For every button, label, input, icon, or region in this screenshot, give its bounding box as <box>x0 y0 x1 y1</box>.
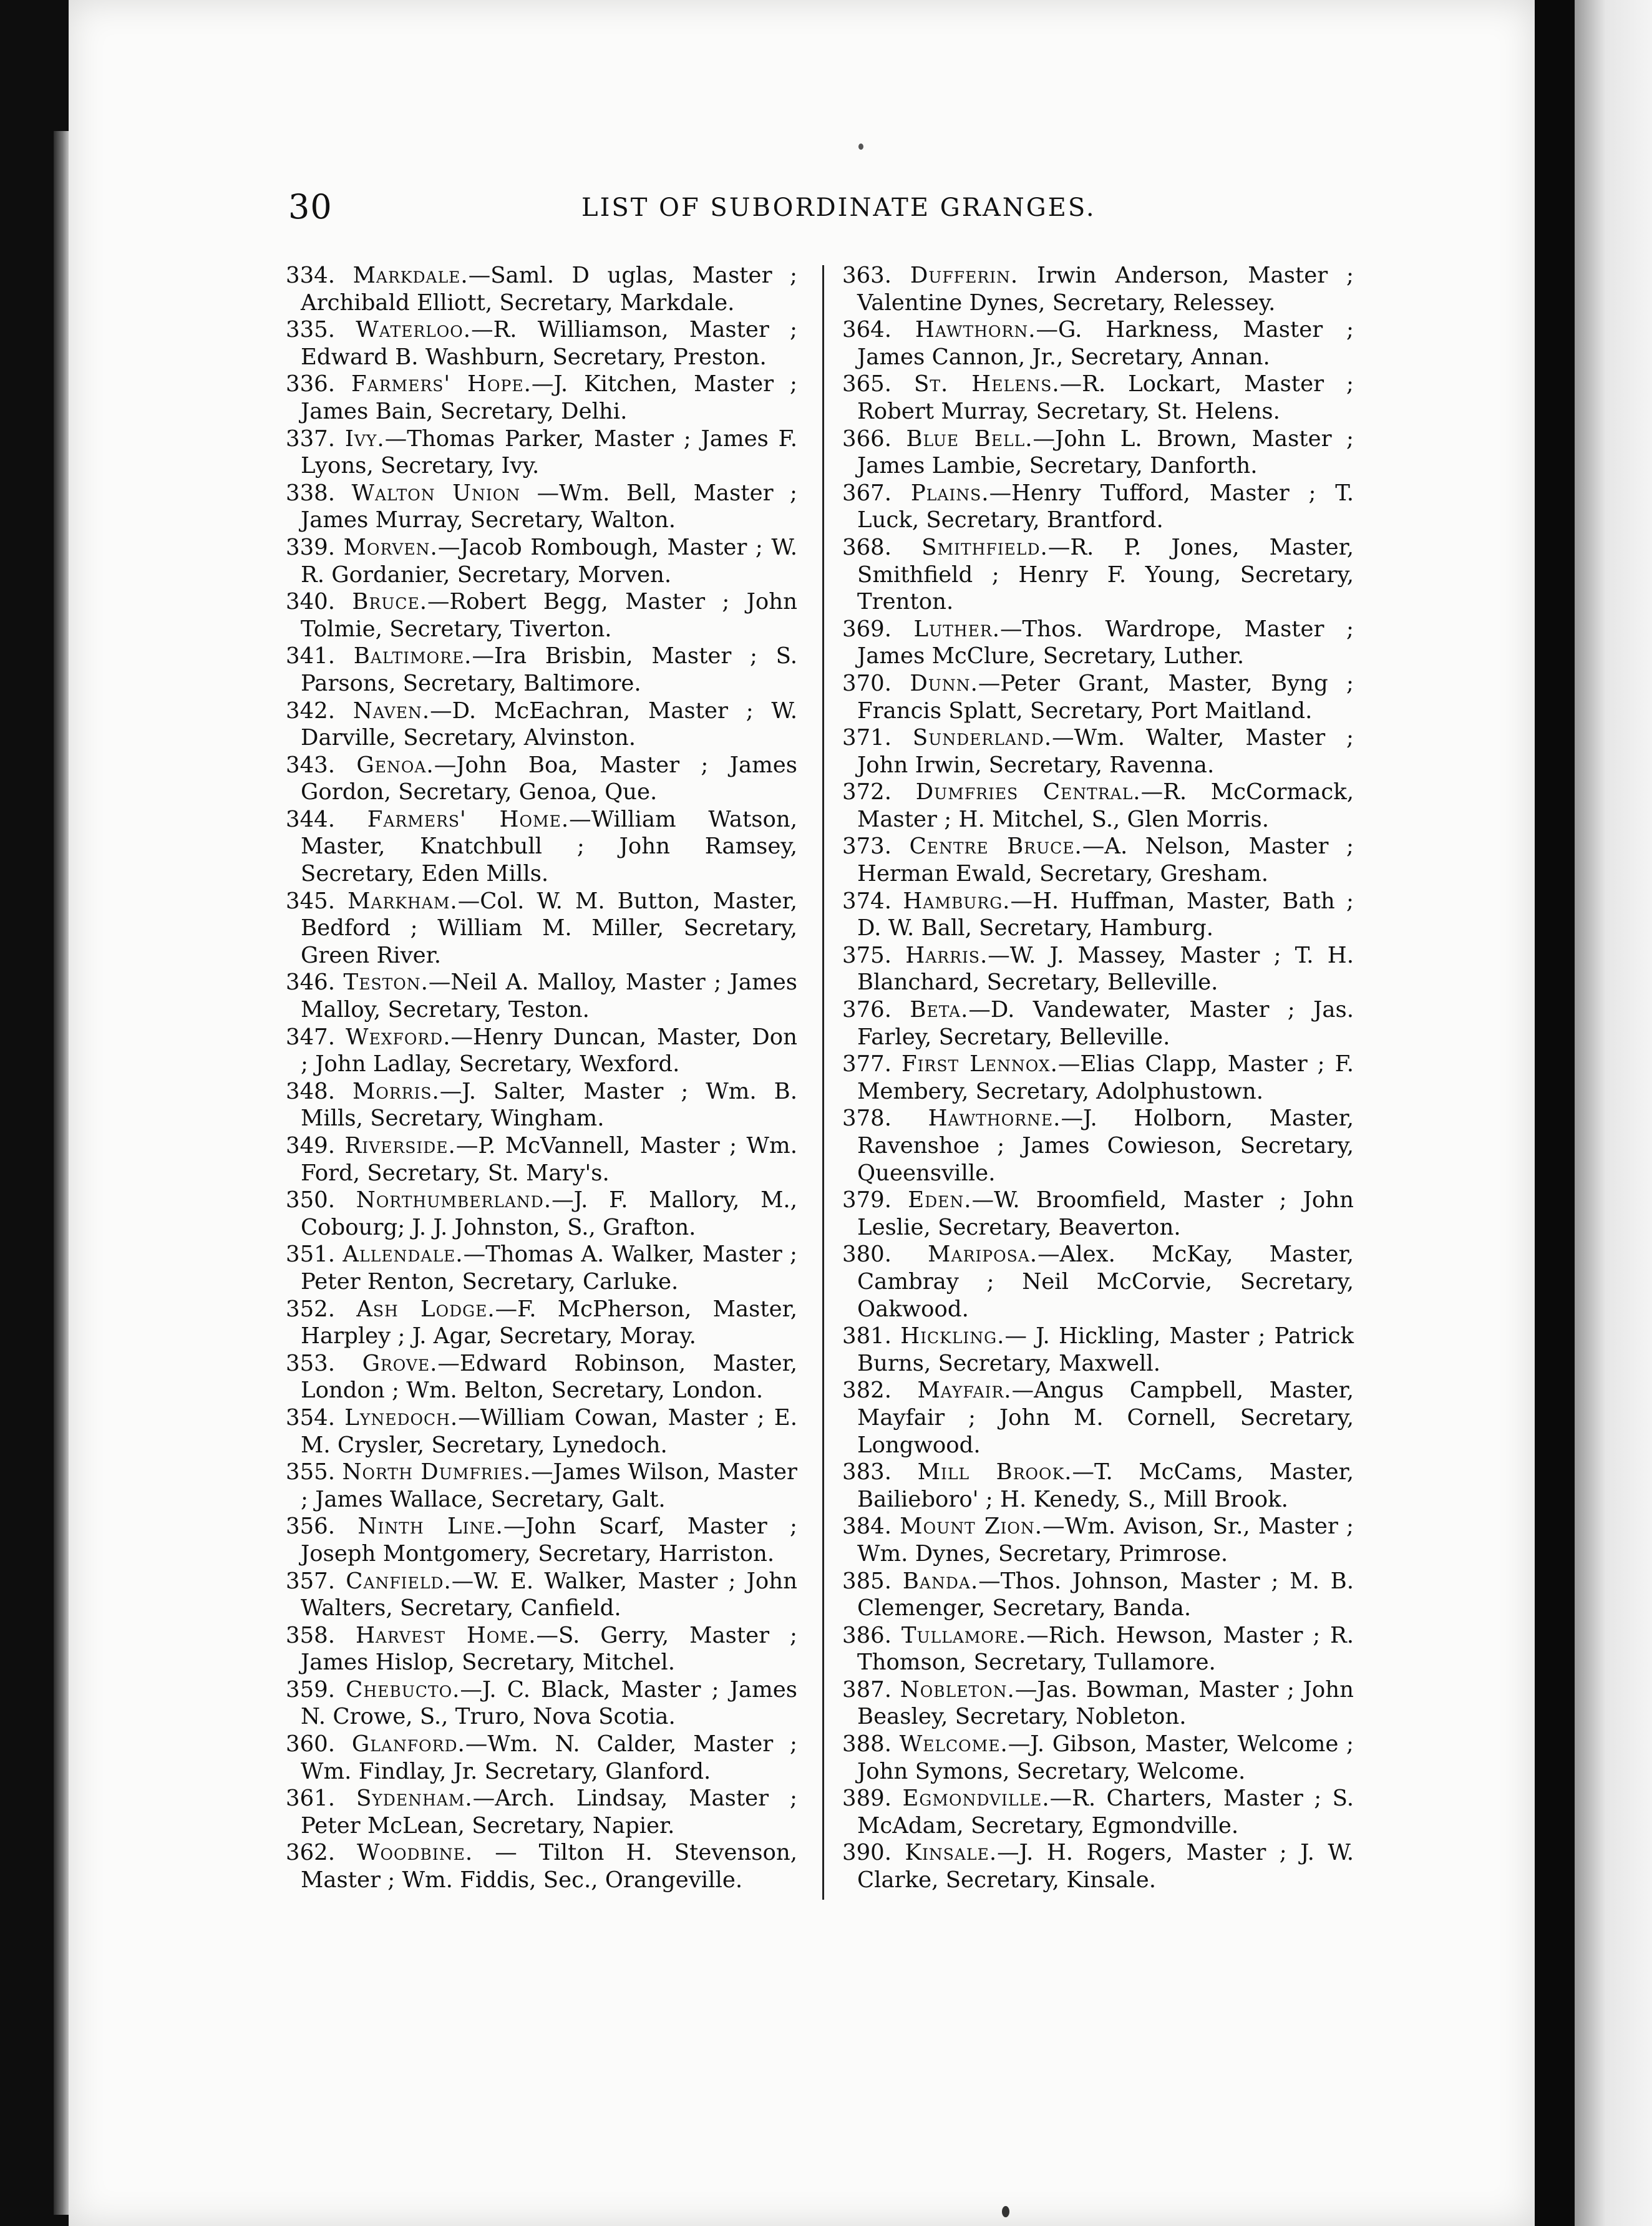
grange-number: 368. <box>842 534 892 560</box>
grange-name: Northumberland. <box>356 1187 552 1213</box>
grange-entry <box>286 534 797 588</box>
grange-officers: —J. Salter, Master ; Wm. B. Mills, Secretary, Wingham. <box>301 1078 797 1132</box>
grange-officers: —R. McCormack, Master ; H. Mitchel, S., Glen Morris. <box>857 779 1354 832</box>
grange-entry <box>286 262 797 316</box>
grange-entry <box>286 643 797 697</box>
grange-officers: —H. Huffman, Master, Bath ; D. W. Ball, Secretary, Hamburg. <box>857 888 1354 941</box>
grange-name: Egmondville. <box>902 1786 1050 1812</box>
grange-number: 341. <box>286 643 336 669</box>
grange-name: Genoa. <box>356 752 434 778</box>
grange-number: 338. <box>286 480 336 506</box>
grange-officers: —John Scarf, Master ; Joseph Montgomery, Secretary, Harriston. <box>301 1514 797 1567</box>
grange-name: St. Helens. <box>914 371 1060 397</box>
grange-entry <box>286 425 797 480</box>
grange-name: Sydenham. <box>356 1786 473 1812</box>
grange-number: 363. <box>842 263 892 288</box>
grange-officers: —Angus Campbell, Master, Mayfair ; John M. Cornell, Secretary, Longwood. <box>857 1378 1354 1458</box>
grange-name: Baltimore. <box>353 643 472 669</box>
grange-number: 382. <box>842 1378 892 1404</box>
grange-name: Hawthorn. <box>915 317 1036 343</box>
grange-entry <box>842 996 1354 1051</box>
grange-entry <box>842 1785 1354 1839</box>
grange-number: 353. <box>286 1350 336 1376</box>
grange-number: 380. <box>842 1242 892 1268</box>
grange-name: Welcome. <box>899 1731 1008 1757</box>
grange-number: 388. <box>842 1731 892 1757</box>
grange-name: Ninth Line. <box>357 1514 503 1540</box>
grange-entry <box>842 262 1354 316</box>
grange-number: 352. <box>286 1296 336 1322</box>
grange-officers: —Saml. D uglas, Master ; Archibald Elliott, Secretary, Markdale. <box>301 263 797 316</box>
grange-officers: —J. H. Rogers, Master ; J. W. Clarke, Secretary, Kinsale. <box>857 1840 1354 1893</box>
grange-number: 386. <box>842 1622 892 1648</box>
grange-entry <box>286 588 797 643</box>
grange-entry <box>842 1051 1354 1105</box>
grange-officers: —Peter Grant, Master, Byng ; Francis Splatt, Secretary, Port Maitland. <box>857 670 1354 724</box>
grange-name: Chebucto. <box>346 1676 460 1703</box>
grange-number: 379. <box>842 1187 892 1213</box>
grange-number: 376. <box>842 997 892 1023</box>
grange-entry <box>842 480 1354 534</box>
grange-entry <box>842 1105 1354 1187</box>
entries-column-right <box>842 262 1354 1894</box>
grange-officers: —W. J. Massey, Master ; T. H. Blanchard, Secretary, Belleville. <box>857 942 1354 996</box>
grange-officers: —W. Broomfield, Master ; John Leslie, Secretary, Beaverton. <box>857 1187 1354 1240</box>
grange-name: Harris. <box>905 942 988 968</box>
grange-number: 357. <box>286 1568 336 1594</box>
grange-name: Farmers' Hope. <box>351 371 532 397</box>
grange-name: Naven. <box>352 697 430 724</box>
grange-officers: —R. Williamson, Master ; Edward B. Washburn, Secretary, Preston. <box>301 317 797 370</box>
grange-name: Markham. <box>347 888 458 914</box>
grange-entry <box>842 942 1354 996</box>
grange-number: 350. <box>286 1187 336 1213</box>
grange-entry <box>286 1241 797 1295</box>
grange-name: Nobleton. <box>900 1676 1015 1703</box>
grange-number: 372. <box>842 779 892 805</box>
grange-name: Farmers' Home. <box>367 806 570 832</box>
grange-officers: —Arch. Lindsay, Master ; Peter McLean, Secretary, Napier. <box>301 1786 797 1839</box>
grange-name: Riverside. <box>344 1133 456 1159</box>
grange-number: 373. <box>842 834 892 860</box>
grange-officers: Irwin Anderson, Master ; Valentine Dynes, Secretary, Relessey. <box>857 263 1354 316</box>
grange-entry <box>842 1676 1354 1731</box>
page-edge-left <box>54 131 70 2215</box>
grange-entry <box>286 752 797 806</box>
grange-entry <box>842 534 1354 616</box>
grange-name: Wexford. <box>345 1024 451 1050</box>
grange-officers: —Wm. Bell, Master ; James Murray, Secretary, Walton. <box>301 480 797 533</box>
grange-number: 364. <box>842 317 892 343</box>
grange-officers: —R. Charters, Master ; S. McAdam, Secretary, Egmondville. <box>857 1786 1354 1839</box>
grange-officers: —John Boa, Master ; James Gordon, Secretary, Genoa, Que. <box>301 752 797 805</box>
grange-officers: —William Watson, Master, Knatchbull ; John Ramsey, Secretary, Eden Mills. <box>301 806 797 887</box>
grange-number: 361. <box>286 1786 336 1812</box>
grange-number: 351. <box>286 1242 336 1268</box>
grange-number: 336. <box>286 371 336 397</box>
grange-officers: —Ira Brisbin, Master ; S. Parsons, Secretary, Baltimore. <box>301 643 797 696</box>
grange-entry <box>842 1513 1354 1567</box>
grange-officers: —William Cowan, Master ; E. M. Crysler, Secretary, Lynedoch. <box>301 1404 797 1458</box>
grange-number: 334. <box>286 263 336 288</box>
grange-entry <box>842 371 1354 425</box>
grange-entry <box>286 316 797 371</box>
grange-name: Mayfair. <box>917 1378 1012 1404</box>
grange-name: Mariposa. <box>928 1242 1038 1268</box>
grange-entry <box>286 1676 797 1731</box>
grange-entry <box>286 1622 797 1676</box>
grange-name: Walton Union <box>351 480 521 506</box>
grange-officers: —G. Harkness, Master ; James Cannon, Jr., Secretary, Annan. <box>857 317 1354 370</box>
grange-officers: —S. Gerry, Master ; James Hislop, Secretary, Mitchel. <box>301 1622 797 1676</box>
grange-officers: —Wm. N. Calder, Master ; Wm. Findlay, Jr. Secretary, Glanford. <box>301 1731 797 1784</box>
grange-name: Beta. <box>910 997 969 1023</box>
grange-number: 387. <box>842 1676 892 1703</box>
grange-name: Hawthorne. <box>928 1106 1061 1132</box>
grange-name: Centre Bruce. <box>909 834 1082 860</box>
grange-number: 355. <box>286 1459 336 1485</box>
grange-entry <box>286 480 797 534</box>
page-number: 30 <box>288 187 333 226</box>
grange-entry <box>286 888 797 970</box>
grange-entry <box>842 1241 1354 1323</box>
grange-entry <box>842 670 1354 724</box>
grange-name: Kinsale. <box>905 1840 998 1866</box>
page-header <box>288 187 1096 237</box>
grange-officers: —J. C. Black, Master ; James N. Crowe, S., Truro, Nova Scotia. <box>301 1676 797 1730</box>
grange-number: 360. <box>286 1731 336 1757</box>
grange-name: Bruce. <box>352 589 428 615</box>
grange-entry <box>286 1839 797 1893</box>
grange-name: Allendale. <box>343 1242 464 1268</box>
grange-name: Woodbine. <box>357 1840 474 1866</box>
grange-officers: —Wm. Avison, Sr., Master ; Wm. Dynes, Secretary, Primrose. <box>857 1514 1354 1567</box>
grange-entry <box>286 1187 797 1241</box>
grange-entry <box>842 1187 1354 1241</box>
grange-officers: —J. Kitchen, Master ; James Bain, Secretary, Delhi. <box>301 371 797 424</box>
grange-entry <box>842 724 1354 779</box>
grange-number: 356. <box>286 1514 336 1540</box>
grange-name: Glanford. <box>351 1731 465 1757</box>
grange-officers: —Henry Tufford, Master ; T. Luck, Secretary, Brantford. <box>857 480 1354 533</box>
grange-name: Dumfries Central. <box>915 779 1141 805</box>
grange-number: 335. <box>286 317 336 343</box>
grange-entry <box>286 1078 797 1132</box>
grange-entry <box>842 1459 1354 1513</box>
grange-officers: —Thos. Wardrope, Master ; James McClure, Secretary, Luther. <box>857 616 1354 669</box>
grange-name: Banda. <box>902 1568 979 1594</box>
grange-officers: —Col. W. M. Button, Master, Bedford ; William M. Miller, Secretary, Green River. <box>301 888 797 968</box>
grange-officers: —Thos. Johnson, Master ; M. B. Clemenger, Secretary, Banda. <box>857 1568 1354 1621</box>
grange-name: Morven. <box>343 534 438 560</box>
grange-number: 371. <box>842 725 892 751</box>
grange-entry <box>842 888 1354 942</box>
grange-name: Markdale. <box>352 263 469 288</box>
grange-officers: —F. McPherson, Master, Harpley ; J. Agar, Secretary, Moray. <box>301 1296 797 1349</box>
grange-number: 389. <box>842 1786 892 1812</box>
grange-entry <box>286 1785 797 1839</box>
grange-number: 346. <box>286 970 336 996</box>
grange-number: 374. <box>842 888 892 914</box>
grange-number: 384. <box>842 1514 892 1540</box>
grange-officers: —Thomas A. Walker, Master ; Peter Renton, Secretary, Carluke. <box>301 1242 797 1295</box>
entries-column-left <box>286 262 797 1894</box>
grange-number: 370. <box>842 670 892 696</box>
grange-entry <box>286 1296 797 1350</box>
grange-number: 390. <box>842 1840 892 1866</box>
grange-officers: —J. F. Mallory, M., Cobourg; J. J. Johnston, S., Grafton. <box>301 1187 797 1240</box>
grange-entry <box>842 1377 1354 1459</box>
grange-officers: —Thomas Parker, Master ; James F. Lyons, Secretary, Ivy. <box>301 425 797 479</box>
grange-entry <box>286 806 797 888</box>
grange-number: 344. <box>286 806 336 832</box>
grange-entry <box>286 371 797 425</box>
grange-number: 342. <box>286 697 336 724</box>
grange-entry <box>842 425 1354 480</box>
grange-entry <box>286 1731 797 1785</box>
grange-name: Waterloo. <box>356 317 472 343</box>
grange-name: First Lennox. <box>901 1051 1058 1077</box>
grange-entry <box>286 1132 797 1187</box>
grange-number: 354. <box>286 1404 336 1431</box>
grange-number: 385. <box>842 1568 892 1594</box>
grange-number: 366. <box>842 425 892 452</box>
grange-officers: —W. E. Walker, Master ; John Walters, Secretary, Canfield. <box>301 1568 797 1621</box>
grange-officers: —J. Gibson, Master, Welcome ; John Symons, Secretary, Welcome. <box>857 1731 1354 1784</box>
grange-officers: — J. Hickling, Master ; Patrick Burns, Secretary, Maxwell. <box>857 1323 1354 1376</box>
grange-name: Smithfield. <box>921 534 1048 560</box>
grange-name: Dufferin. <box>910 263 1019 288</box>
grange-officers: —Robert Begg, Master ; John Tolmie, Secretary, Tiverton. <box>301 589 797 642</box>
grange-entry <box>842 779 1354 833</box>
grange-number: 377. <box>842 1051 892 1077</box>
grange-officers: —James Wilson, Master ; James Wallace, Secretary, Galt. <box>301 1459 797 1512</box>
grange-officers: —Jacob Rombough, Master ; W. R. Gordanier, Secretary, Morven. <box>301 534 797 588</box>
grange-name: Plains. <box>910 480 989 506</box>
grange-entry <box>286 969 797 1023</box>
grange-name: Hamburg. <box>903 888 1011 914</box>
grange-officers: —P. McVannell, Master ; Wm. Ford, Secretary, St. Mary's. <box>301 1133 797 1186</box>
grange-number: 375. <box>842 942 892 968</box>
grange-officers: —Neil A. Malloy, Master ; James Malloy, Secretary, Teston. <box>301 970 797 1023</box>
grange-number: 347. <box>286 1024 336 1050</box>
facing-page-edge <box>1575 0 1652 2226</box>
grange-officers: —Jas. Bowman, Master ; John Beasley, Secretary, Nobleton. <box>857 1676 1354 1730</box>
grange-officers: —D. Vandewater, Master ; Jas. Farley, Secretary, Belleville. <box>857 997 1354 1050</box>
grange-officers: —Rich. Hewson, Master ; R. Thomson, Secretary, Tullamore. <box>857 1622 1354 1676</box>
ink-speck <box>1002 2206 1009 2217</box>
grange-entry <box>842 833 1354 887</box>
grange-name: North Dumfries. <box>342 1459 532 1485</box>
grange-entry <box>286 1459 797 1513</box>
grange-number: 358. <box>286 1622 336 1648</box>
grange-officers: —T. McCams, Master, Bailieboro' ; H. Kenedy, S., Mill Brook. <box>857 1459 1354 1512</box>
grange-number: 383. <box>842 1459 892 1485</box>
book-gutter <box>1535 0 1575 2226</box>
grange-number: 367. <box>842 480 892 506</box>
ink-speck <box>858 143 863 150</box>
column-divider <box>822 265 824 1900</box>
grange-officers: —Elias Clapp, Master ; F. Membery, Secretary, Adolphustown. <box>857 1051 1354 1104</box>
grange-officers: —Edward Robinson, Master, London ; Wm. Belton, Secretary, London. <box>301 1350 797 1404</box>
grange-entry <box>842 1622 1354 1676</box>
grange-number: 365. <box>842 371 892 397</box>
grange-number: 348. <box>286 1078 336 1104</box>
running-title: LIST OF SUBORDINATE GRANGES. <box>581 193 1096 222</box>
grange-officers: —D. McEachran, Master ; W. Darville, Secretary, Alvinston. <box>301 697 797 751</box>
grange-number: 359. <box>286 1676 336 1703</box>
grange-number: 381. <box>842 1323 892 1349</box>
grange-officers: —A. Nelson, Master ; Herman Ewald, Secretary, Gresham. <box>857 834 1354 887</box>
grange-name: Dunn. <box>910 670 978 696</box>
grange-number: 369. <box>842 616 892 642</box>
grange-entry <box>842 316 1354 371</box>
grange-name: Grove. <box>362 1350 438 1376</box>
grange-number: 343. <box>286 752 336 778</box>
grange-entry <box>286 697 797 752</box>
grange-entry <box>286 1513 797 1567</box>
grange-name: Tullamore. <box>901 1622 1027 1648</box>
grange-number: 337. <box>286 425 336 452</box>
grange-officers: —John L. Brown, Master ; James Lambie, Secretary, Danforth. <box>857 425 1354 479</box>
grange-officers: —Alex. McKay, Master, Cambray ; Neil McCorvie, Secretary, Oakwood. <box>857 1242 1354 1322</box>
grange-entry <box>842 1323 1354 1377</box>
grange-entry <box>842 616 1354 670</box>
grange-entry <box>842 1731 1354 1785</box>
grange-entry <box>842 1839 1354 1893</box>
grange-officers: — Tilton H. Stevenson, Master ; Wm. Fiddis, Sec., Orangeville. <box>301 1840 797 1893</box>
grange-name: Mount Zion. <box>900 1514 1043 1540</box>
grange-name: Morris. <box>352 1078 440 1104</box>
grange-number: 345. <box>286 888 336 914</box>
grange-officers: —Wm. Walter, Master ; John Irwin, Secretary, Ravenna. <box>857 725 1354 778</box>
grange-number: 339. <box>286 534 336 560</box>
grange-name: Eden. <box>908 1187 972 1213</box>
grange-number: 378. <box>842 1106 892 1132</box>
grange-entry <box>286 1024 797 1078</box>
grange-name: Teston. <box>343 970 429 996</box>
grange-name: Lynedoch. <box>344 1404 459 1431</box>
grange-officers: —Henry Duncan, Master, Don ; John Ladlay, Secretary, Wexford. <box>301 1024 797 1077</box>
grange-name: Hickling. <box>900 1323 1005 1349</box>
grange-name: Sunderland. <box>912 725 1052 751</box>
grange-name: Harvest Home. <box>355 1622 537 1648</box>
grange-officers: —R. Lockart, Master ; Robert Murray, Secretary, St. Helens. <box>857 371 1354 424</box>
grange-name: Ivy. <box>344 425 385 452</box>
grange-officers: —R. P. Jones, Master, Smithfield ; Henry F. Young, Secretary, Trenton. <box>857 534 1354 615</box>
grange-name: Ash Lodge. <box>356 1296 495 1322</box>
grange-number: 349. <box>286 1133 336 1159</box>
grange-number: 340. <box>286 589 336 615</box>
grange-officers: —J. Holborn, Master, Ravenshoe ; James Cowieson, Secretary, Queensville. <box>857 1106 1354 1186</box>
grange-name: Blue Bell. <box>906 425 1033 452</box>
grange-entry <box>286 1350 797 1404</box>
grange-name: Luther. <box>913 616 1001 642</box>
grange-entry <box>842 1568 1354 1622</box>
grange-entry <box>286 1404 797 1459</box>
grange-number: 362. <box>286 1840 336 1866</box>
grange-name: Canfield. <box>346 1568 452 1594</box>
grange-name: Mill Brook. <box>917 1459 1072 1485</box>
grange-entry <box>286 1568 797 1622</box>
